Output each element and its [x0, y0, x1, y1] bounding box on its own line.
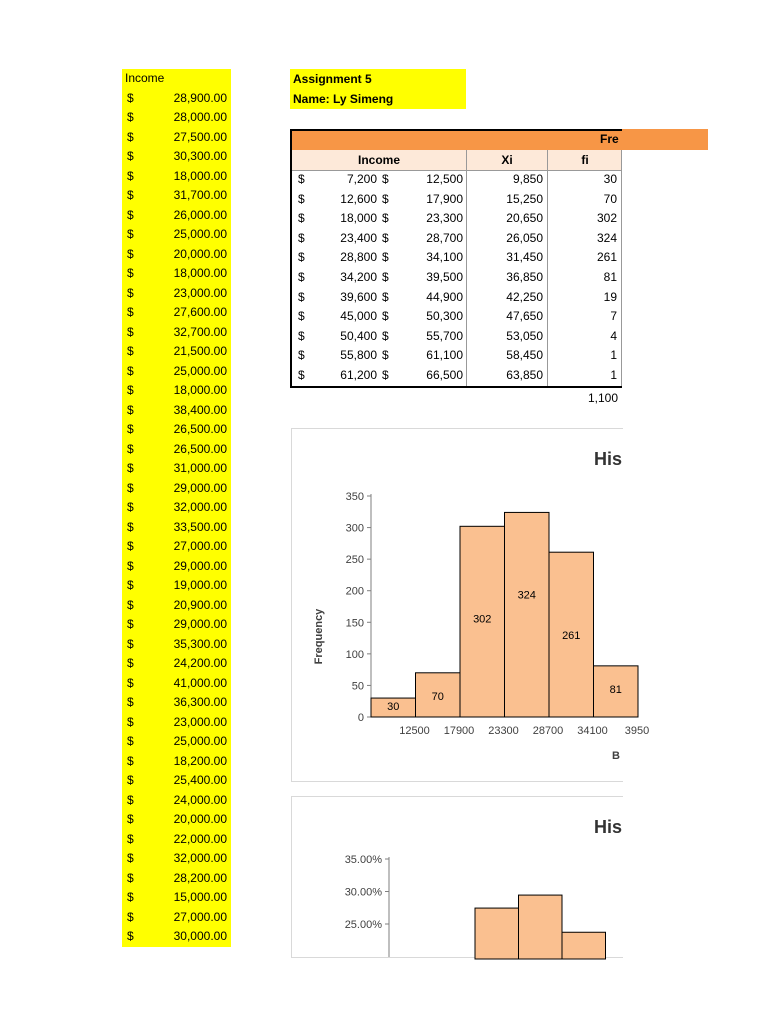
table-row — [292, 288, 622, 308]
y-tick-label: 100 — [345, 648, 364, 661]
income-value: 38,400.00 — [173, 402, 227, 417]
income-row — [122, 537, 231, 557]
currency-symbol: $ — [298, 270, 305, 284]
class-upper-bound: 61,100 — [426, 348, 463, 363]
currency-symbol: $ — [127, 773, 134, 787]
currency-symbol: $ — [298, 211, 305, 226]
table-row — [292, 209, 622, 229]
currency-symbol: $ — [127, 792, 134, 807]
income-value: 25,400.00 — [173, 773, 227, 787]
bar-data-label: 302 — [473, 613, 492, 626]
table-row — [292, 346, 622, 366]
class-upper-bound: 66,500 — [426, 368, 463, 382]
income-row — [122, 167, 231, 187]
currency-symbol: $ — [127, 636, 134, 651]
histogram-chart-percent[interactable] — [291, 796, 623, 958]
class-upper-bound: 55,700 — [426, 328, 463, 343]
income-value: 25,000.00 — [173, 227, 227, 241]
class-frequency: 7 — [610, 309, 617, 324]
frequency-total: 1,100 — [587, 391, 618, 405]
class-frequency: 261 — [596, 250, 617, 265]
class-lower-bound: 45,000 — [340, 309, 377, 324]
y-tick-label: 200 — [345, 585, 364, 598]
income-value: 28,200.00 — [173, 870, 227, 885]
currency-symbol: $ — [127, 90, 134, 105]
income-row — [122, 420, 231, 440]
income-row — [122, 303, 231, 323]
y-tick-label: 150 — [345, 617, 364, 630]
income-row — [122, 615, 231, 635]
income-row — [122, 108, 231, 128]
class-lower-bound: 23,400 — [340, 230, 377, 245]
income-row — [122, 440, 231, 460]
income-value: 32,700.00 — [173, 324, 227, 339]
income-row — [122, 830, 231, 850]
income-value: 24,200.00 — [173, 656, 227, 670]
income-row — [122, 908, 231, 928]
class-midpoint: 36,850 — [506, 270, 543, 284]
y-tick-label: 30.00% — [344, 886, 382, 899]
income-value: 36,300.00 — [173, 695, 227, 709]
currency-symbol: $ — [127, 168, 134, 183]
currency-symbol: $ — [127, 851, 134, 865]
income-value: 24,000.00 — [173, 792, 227, 807]
income-row — [122, 518, 231, 538]
table-row — [292, 248, 622, 268]
bar-data-label: 70 — [431, 690, 444, 703]
histogram-bar[interactable] — [519, 895, 563, 959]
currency-symbol: $ — [382, 309, 389, 324]
currency-symbol: $ — [127, 890, 134, 904]
chart-title: His — [594, 817, 623, 837]
class-frequency: 1 — [610, 368, 617, 382]
income-value: 30,000.00 — [173, 929, 227, 943]
currency-symbol: $ — [382, 270, 389, 284]
class-midpoint: 20,650 — [506, 211, 543, 226]
income-value: 21,500.00 — [173, 344, 227, 358]
currency-symbol: $ — [127, 929, 134, 943]
class-frequency: 302 — [596, 211, 617, 226]
currency-symbol: $ — [127, 344, 134, 358]
class-frequency: 81 — [603, 270, 617, 284]
income-value: 26,500.00 — [173, 422, 227, 436]
currency-symbol: $ — [127, 675, 134, 690]
class-lower-bound: 39,600 — [340, 289, 377, 304]
y-tick-label: 0 — [357, 712, 364, 724]
class-lower-bound: 28,800 — [340, 250, 377, 265]
income-row — [122, 245, 231, 265]
assignment-title: Assignment 5 — [293, 72, 372, 86]
currency-symbol: $ — [382, 250, 389, 265]
class-upper-bound: 28,700 — [426, 230, 463, 245]
income-header: Income — [125, 71, 165, 85]
income-value: 20,900.00 — [173, 597, 227, 612]
income-value: 32,000.00 — [173, 500, 227, 514]
income-value: 27,500.00 — [173, 129, 227, 144]
currency-symbol: $ — [127, 753, 134, 768]
bar-data-label: 324 — [517, 589, 536, 602]
income-value: 18,000.00 — [173, 266, 227, 280]
income-value: 25,000.00 — [173, 363, 227, 378]
class-upper-bound: 44,900 — [426, 289, 463, 304]
income-value: 20,000.00 — [173, 246, 227, 261]
table-row — [292, 229, 622, 249]
income-row — [122, 557, 231, 577]
currency-symbol: $ — [127, 110, 134, 124]
income-value: 20,000.00 — [173, 812, 227, 826]
class-midpoint: 15,250 — [506, 191, 543, 206]
currency-symbol: $ — [127, 656, 134, 670]
income-value: 18,000.00 — [173, 168, 227, 183]
chart-title: His — [594, 449, 623, 469]
frequency-table-header — [292, 150, 622, 171]
class-frequency: 4 — [610, 328, 617, 343]
currency-symbol: $ — [382, 230, 389, 245]
histogram-svg — [292, 797, 623, 957]
bar-data-label: 261 — [562, 630, 581, 643]
table-row — [292, 268, 622, 288]
currency-symbol: $ — [127, 246, 134, 261]
histogram-bar[interactable] — [562, 932, 606, 959]
class-upper-bound: 34,100 — [426, 250, 463, 265]
income-row — [122, 752, 231, 772]
currency-symbol: $ — [382, 211, 389, 226]
income-row — [122, 498, 231, 518]
income-value: 29,000.00 — [173, 617, 227, 631]
currency-symbol: $ — [127, 305, 134, 319]
y-tick-label: 25.00% — [344, 919, 382, 931]
class-upper-bound: 39,500 — [426, 270, 463, 284]
currency-symbol: $ — [127, 324, 134, 339]
class-frequency: 1 — [610, 348, 617, 363]
income-value: 30,300.00 — [173, 149, 227, 163]
currency-symbol: $ — [298, 289, 305, 304]
income-row — [122, 186, 231, 206]
income-value: 29,000.00 — [173, 480, 227, 495]
currency-symbol: $ — [298, 191, 305, 206]
income-value: 26,000.00 — [173, 207, 227, 222]
class-lower-bound: 12,600 — [340, 191, 377, 206]
class-lower-bound: 50,400 — [340, 328, 377, 343]
currency-symbol: $ — [127, 227, 134, 241]
x-tick-label: 28700 — [532, 725, 564, 737]
currency-symbol: $ — [127, 266, 134, 280]
income-row — [122, 459, 231, 479]
class-midpoint: 63,850 — [506, 368, 543, 382]
currency-symbol: $ — [298, 328, 305, 343]
currency-symbol: $ — [127, 519, 134, 534]
y-tick-label: 250 — [345, 554, 364, 567]
income-value: 19,000.00 — [173, 578, 227, 592]
income-value: 31,000.00 — [173, 461, 227, 475]
income-row — [122, 576, 231, 596]
currency-symbol: $ — [382, 191, 389, 206]
income-value: 18,200.00 — [173, 753, 227, 768]
income-value: 33,500.00 — [173, 519, 227, 534]
x-tick-label: 23300 — [488, 725, 519, 737]
income-row — [122, 888, 231, 908]
currency-symbol: $ — [127, 285, 134, 300]
currency-symbol: $ — [298, 172, 305, 186]
income-row — [122, 674, 231, 694]
income-row — [122, 654, 231, 674]
income-value: 32,000.00 — [173, 851, 227, 865]
income-value: 27,000.00 — [173, 539, 227, 553]
income-row — [122, 479, 231, 499]
income-row — [122, 284, 231, 304]
class-upper-bound: 17,900 — [426, 191, 463, 206]
currency-symbol: $ — [382, 328, 389, 343]
header-income: Income — [357, 153, 400, 167]
income-row — [122, 771, 231, 791]
table-row — [292, 307, 622, 327]
class-midpoint: 58,450 — [506, 348, 543, 363]
header-xi: Xi — [501, 153, 513, 167]
currency-symbol: $ — [127, 383, 134, 397]
income-row — [122, 264, 231, 284]
class-lower-bound: 55,800 — [340, 348, 377, 363]
currency-symbol: $ — [127, 188, 134, 202]
income-rows — [122, 89, 231, 947]
currency-symbol: $ — [127, 578, 134, 592]
currency-symbol: $ — [127, 363, 134, 378]
class-lower-bound: 7,200 — [346, 172, 377, 186]
income-value: 35,300.00 — [173, 636, 227, 651]
income-row — [122, 381, 231, 401]
y-axis-title: Frequency — [313, 608, 325, 665]
currency-symbol: $ — [127, 714, 134, 729]
income-row — [122, 693, 231, 713]
currency-symbol: $ — [127, 207, 134, 222]
currency-symbol: $ — [127, 870, 134, 885]
frequency-table-title: Fre — [600, 132, 619, 146]
income-value: 26,500.00 — [173, 441, 227, 456]
currency-symbol: $ — [127, 597, 134, 612]
x-tick-label: 12500 — [399, 725, 430, 737]
table-row — [292, 170, 622, 190]
income-column — [122, 69, 231, 947]
income-row — [122, 635, 231, 655]
currency-symbol: $ — [298, 250, 305, 265]
currency-symbol: $ — [127, 129, 134, 144]
income-value: 28,900.00 — [173, 90, 227, 105]
income-row — [122, 713, 231, 733]
class-upper-bound: 50,300 — [426, 309, 463, 324]
y-tick-label: 350 — [345, 491, 364, 503]
income-row — [122, 596, 231, 616]
student-name: Name: Ly Simeng — [293, 92, 394, 106]
income-row — [122, 89, 231, 109]
class-lower-bound: 61,200 — [340, 368, 377, 382]
income-row — [122, 791, 231, 811]
x-tick-label: 34100 — [577, 725, 608, 737]
class-midpoint: 42,250 — [506, 289, 543, 304]
table-row — [292, 366, 622, 386]
class-midpoint: 26,050 — [506, 230, 543, 245]
class-upper-bound: 23,300 — [426, 211, 463, 226]
class-midpoint: 47,650 — [506, 309, 543, 324]
currency-symbol: $ — [127, 402, 134, 417]
histogram-svg — [292, 429, 650, 781]
currency-symbol: $ — [127, 539, 134, 553]
bar-data-label: 81 — [609, 683, 622, 696]
currency-symbol: $ — [127, 558, 134, 573]
currency-symbol: $ — [127, 734, 134, 748]
currency-symbol: $ — [127, 422, 134, 436]
currency-symbol: $ — [127, 695, 134, 709]
income-value: 15,000.00 — [173, 890, 227, 904]
histogram-bar[interactable] — [475, 908, 519, 959]
class-midpoint: 9,850 — [512, 172, 543, 186]
income-row — [122, 849, 231, 869]
currency-symbol: $ — [298, 368, 305, 382]
assignment-box — [290, 69, 466, 109]
currency-symbol: $ — [382, 289, 389, 304]
income-row — [122, 342, 231, 362]
income-value: 27,600.00 — [173, 305, 227, 319]
income-row — [122, 147, 231, 167]
currency-symbol: $ — [298, 348, 305, 363]
currency-symbol: $ — [127, 812, 134, 826]
class-midpoint: 53,050 — [506, 328, 543, 343]
x-tick-label: 3950 — [624, 725, 650, 737]
income-row — [122, 225, 231, 245]
table-row — [292, 190, 622, 210]
income-row — [122, 206, 231, 226]
currency-symbol: $ — [127, 500, 134, 514]
bar-data-label: 30 — [387, 701, 400, 713]
income-value: 31,700.00 — [173, 188, 227, 202]
income-value: 29,000.00 — [173, 558, 227, 573]
header-fi: fi — [581, 153, 589, 167]
income-row — [122, 810, 231, 830]
x-tick-label: 17900 — [443, 725, 475, 737]
income-value: 18,000.00 — [173, 383, 227, 397]
income-value: 27,000.00 — [173, 909, 227, 924]
x-axis-title: B — [612, 750, 620, 762]
currency-symbol: $ — [382, 172, 389, 186]
income-value: 28,000.00 — [173, 110, 227, 124]
histogram-bar[interactable] — [505, 512, 550, 717]
currency-symbol: $ — [127, 461, 134, 475]
income-row — [122, 323, 231, 343]
income-value: 23,000.00 — [173, 714, 227, 729]
currency-symbol: $ — [382, 348, 389, 363]
table-row — [292, 327, 622, 347]
class-lower-bound: 34,200 — [340, 270, 377, 284]
income-row — [122, 362, 231, 382]
income-value: 41,000.00 — [173, 675, 227, 690]
currency-symbol: $ — [298, 309, 305, 324]
currency-symbol: $ — [127, 617, 134, 631]
currency-symbol: $ — [127, 441, 134, 456]
y-tick-label: 50 — [351, 680, 364, 693]
currency-symbol: $ — [127, 480, 134, 495]
income-row — [122, 869, 231, 889]
class-midpoint: 31,450 — [506, 250, 543, 265]
income-value: 25,000.00 — [173, 734, 227, 748]
currency-symbol: $ — [127, 909, 134, 924]
class-frequency: 19 — [603, 289, 617, 304]
income-value: 23,000.00 — [173, 285, 227, 300]
class-frequency: 70 — [603, 191, 617, 206]
class-frequency: 324 — [596, 230, 617, 245]
class-lower-bound: 18,000 — [340, 211, 377, 226]
class-frequency: 30 — [603, 172, 617, 186]
y-tick-label: 35.00% — [344, 854, 382, 866]
histogram-chart-frequency[interactable] — [291, 428, 650, 782]
income-value: 22,000.00 — [173, 831, 227, 846]
income-row — [122, 128, 231, 148]
currency-symbol: $ — [382, 368, 389, 382]
currency-symbol: $ — [127, 149, 134, 163]
currency-symbol: $ — [127, 831, 134, 846]
income-row — [122, 401, 231, 421]
income-row — [122, 927, 231, 947]
currency-symbol: $ — [298, 230, 305, 245]
income-row — [122, 732, 231, 752]
class-upper-bound: 12,500 — [426, 172, 463, 186]
y-tick-label: 300 — [345, 522, 364, 535]
